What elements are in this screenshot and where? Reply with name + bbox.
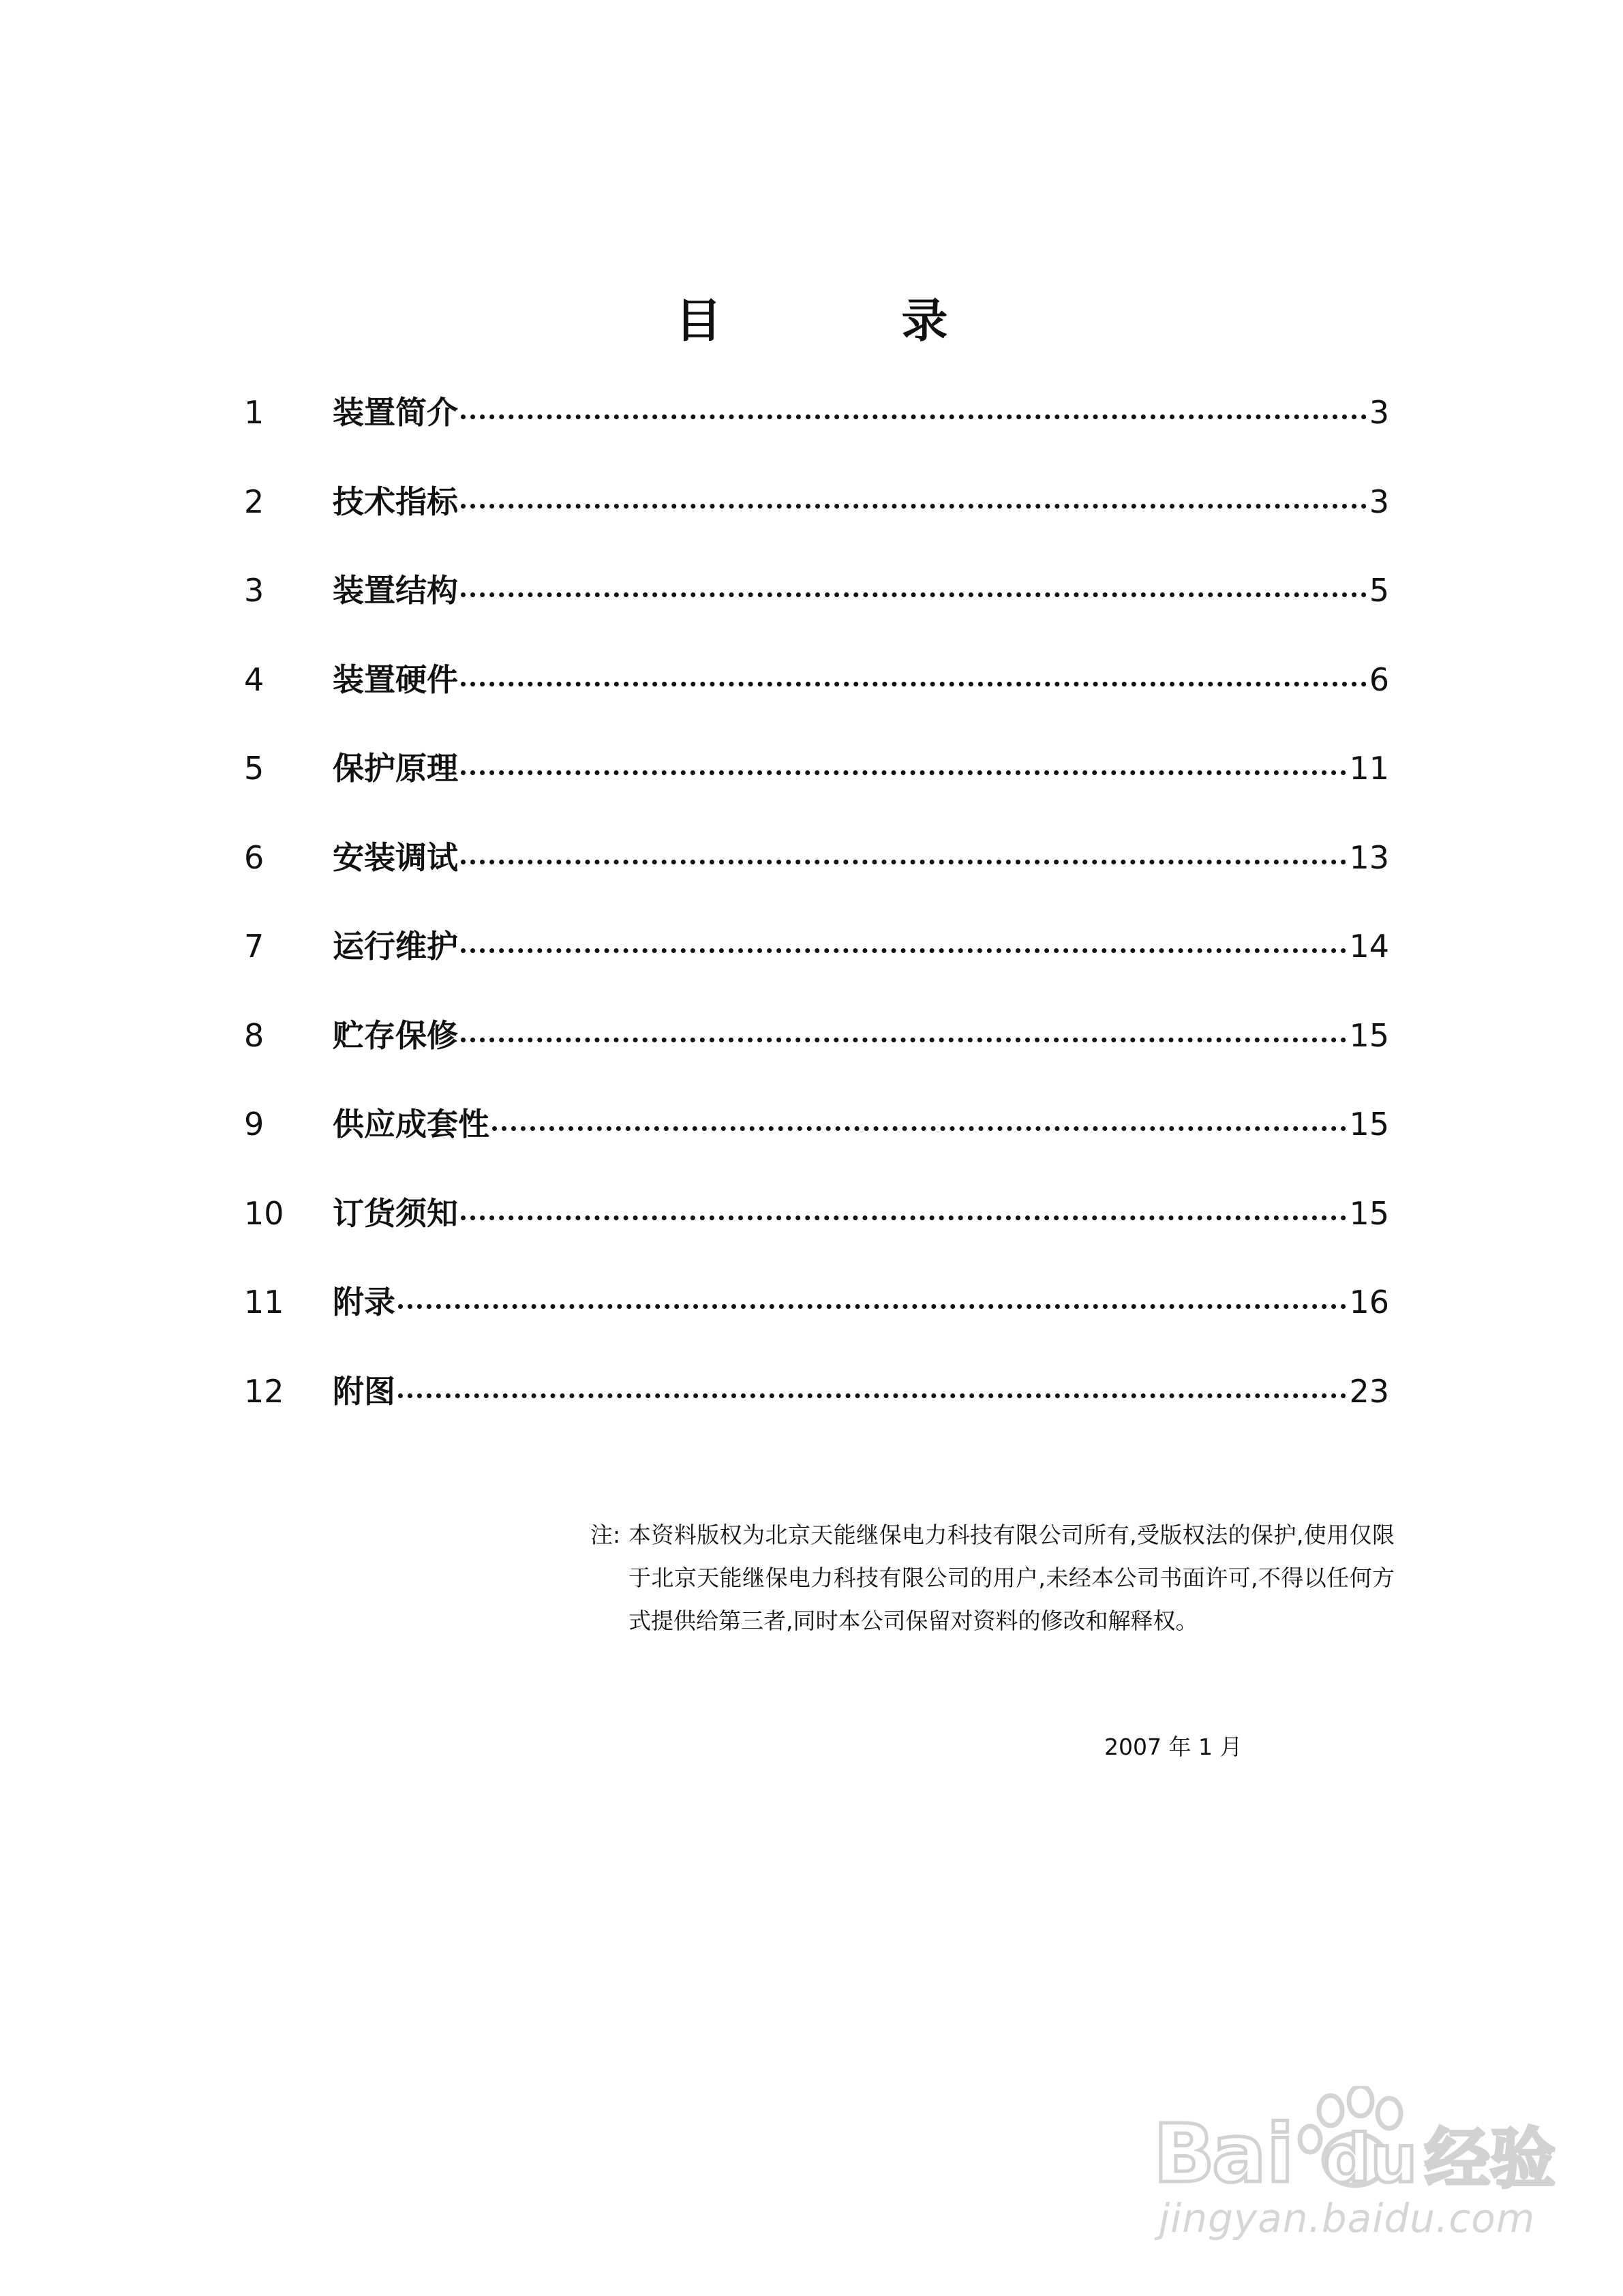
toc-leader [461, 1215, 1346, 1220]
toc-page-number: 16 [1349, 1284, 1389, 1320]
toc-title: 装置结构 [333, 572, 458, 609]
toc-page-number: 23 [1349, 1372, 1389, 1410]
toc-entry[interactable] [244, 1005, 1389, 1094]
toc-leader [461, 770, 1346, 775]
toc-leader [398, 1393, 1346, 1398]
toc-leader [461, 592, 1367, 597]
toc-number: 12 [244, 1372, 284, 1410]
toc-page-number: 5 [1369, 572, 1389, 609]
toc-page-number: 3 [1369, 394, 1389, 431]
toc-leader [398, 1304, 1346, 1309]
toc-page-number: 3 [1369, 483, 1389, 520]
toc-title: 保护原理 [333, 750, 458, 787]
toc-page-number: 11 [1349, 750, 1389, 787]
toc-entry[interactable] [244, 560, 1389, 649]
toc-leader [461, 682, 1367, 686]
svg-text:经验: 经验 [1425, 2121, 1556, 2195]
toc-number: 5 [244, 750, 264, 787]
toc-title: 附录 [333, 1284, 395, 1320]
toc-title: 订货须知 [333, 1194, 458, 1232]
toc-number: 6 [244, 839, 264, 876]
toc-title: 安装调试 [333, 839, 458, 876]
toc-page-number: 13 [1349, 839, 1389, 876]
table-of-contents [244, 382, 1389, 1449]
toc-entry[interactable] [244, 1271, 1389, 1361]
publication-date: 2007 年 1 月 [1104, 1734, 1243, 1760]
toc-number: 9 [244, 1106, 264, 1143]
svg-text:du: du [1324, 2121, 1418, 2195]
toc-number: 3 [244, 572, 264, 609]
toc-title: 运行维护 [333, 928, 458, 965]
toc-page-number: 15 [1349, 1194, 1389, 1232]
toc-title: 附图 [333, 1372, 395, 1410]
toc-entry[interactable] [244, 916, 1389, 1005]
toc-number: 8 [244, 1016, 264, 1054]
toc-entry[interactable] [244, 382, 1389, 471]
toc-entry[interactable] [244, 471, 1389, 560]
baidu-paw-logo [1152, 2086, 1561, 2195]
toc-entry[interactable] [244, 1183, 1389, 1272]
note-prefix: 注: [590, 1522, 621, 1548]
toc-number: 7 [244, 928, 264, 965]
toc-leader [461, 414, 1367, 419]
toc-title: 装置硬件 [333, 661, 458, 698]
toc-entry[interactable] [244, 827, 1389, 916]
toc-title: 贮存保修 [333, 1016, 458, 1054]
toc-entry[interactable] [244, 1361, 1389, 1450]
toc-entry[interactable] [244, 649, 1389, 738]
page-title: 目 录 [675, 294, 1030, 348]
toc-number: 4 [244, 661, 264, 698]
toc-entry[interactable] [244, 1093, 1389, 1183]
toc-page-number: 14 [1349, 928, 1389, 965]
toc-leader [461, 504, 1367, 509]
toc-number: 10 [244, 1194, 284, 1232]
toc-leader [461, 860, 1346, 864]
note-text: 本资料版权为北京天能继保电力科技有限公司所有,受版权法的保护,使用仅限于北京天能继保电力科技有限公司的用户,未经本公司书面许可,不得以任何方式提供给第三者,同时本公司保留对资料的修改和解释权。 [628, 1522, 1395, 1634]
toc-number: 1 [244, 394, 264, 431]
toc-leader [492, 1126, 1346, 1131]
toc-title: 装置简介 [333, 394, 458, 431]
toc-number: 11 [244, 1284, 284, 1320]
svg-text:Ba: Ba [1153, 2106, 1264, 2195]
toc-title: 供应成套性 [333, 1106, 489, 1143]
toc-leader [461, 1038, 1346, 1042]
toc-leader [461, 948, 1346, 953]
toc-title: 技术指标 [333, 483, 458, 520]
toc-entry[interactable] [244, 738, 1389, 827]
watermark-url: jingyan.baidu.com [1159, 2195, 1536, 2241]
toc-number: 2 [244, 483, 264, 520]
svg-text:i: i [1266, 2106, 1294, 2195]
baidu-jingyan-watermark [1152, 2086, 1561, 2243]
copyright-note [590, 1513, 1395, 1642]
toc-page-number: 6 [1369, 661, 1389, 698]
toc-page-number: 15 [1349, 1106, 1389, 1143]
toc-page-number: 15 [1349, 1016, 1389, 1054]
